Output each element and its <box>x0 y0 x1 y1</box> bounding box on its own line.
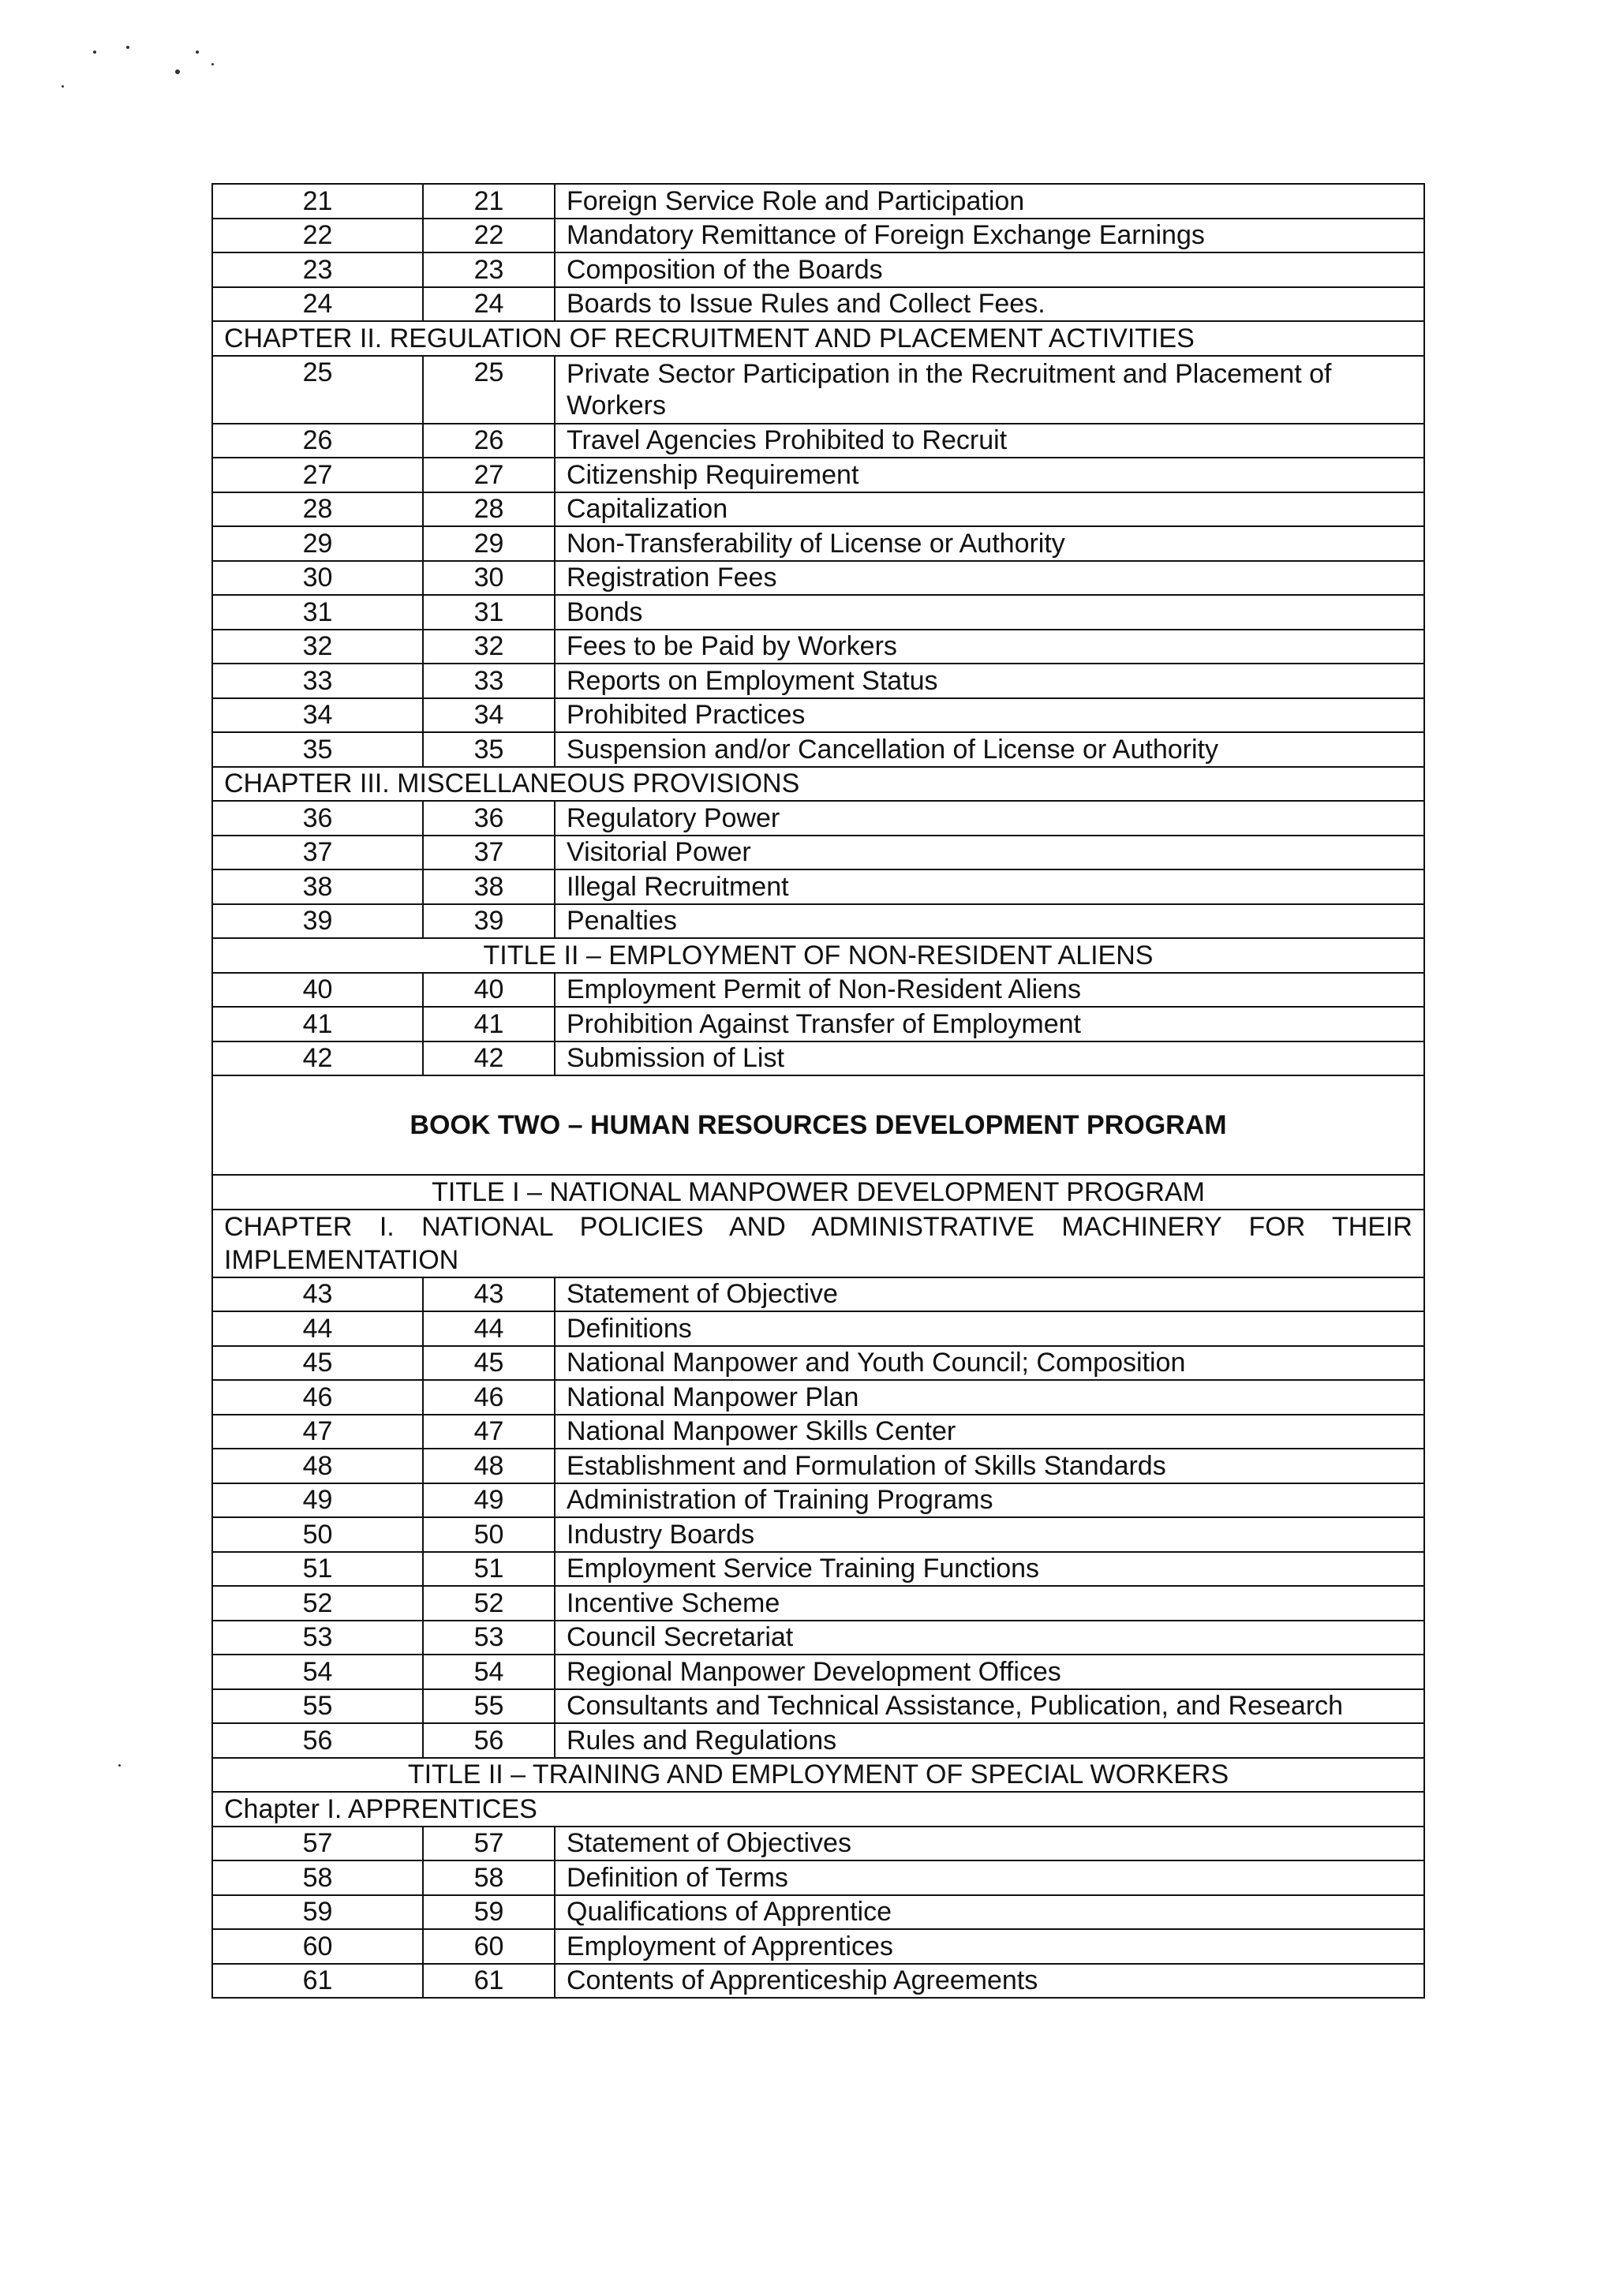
article-number-cell: 32 <box>212 630 423 664</box>
table-row <box>212 492 1424 527</box>
article-number-cell: 52 <box>423 1586 555 1621</box>
article-number-cell: 50 <box>423 1517 555 1552</box>
table-row <box>212 424 1424 458</box>
article-title-cell: Regulatory Power <box>555 801 1424 836</box>
article-number-cell: 23 <box>212 252 423 287</box>
title-heading-row <box>212 938 1424 973</box>
article-title-cell: Definitions <box>555 1311 1424 1346</box>
article-title-cell: Definition of Terms <box>555 1860 1424 1895</box>
article-number-cell: 48 <box>423 1449 555 1483</box>
article-number-cell: 55 <box>212 1689 423 1724</box>
article-number-cell: 49 <box>423 1483 555 1518</box>
table-row <box>212 1041 1424 1076</box>
table-row <box>212 219 1424 253</box>
article-number-cell: 46 <box>212 1380 423 1415</box>
article-number-cell: 35 <box>423 732 555 767</box>
title-heading-row <box>212 1758 1424 1793</box>
article-title-cell: Administration of Training Programs <box>555 1483 1424 1518</box>
table-row <box>212 664 1424 698</box>
article-number-cell: 54 <box>423 1655 555 1689</box>
article-number-cell: 39 <box>212 904 423 939</box>
table-row <box>212 732 1424 767</box>
article-title-cell: Employment Permit of Non-Resident Aliens <box>555 973 1424 1008</box>
article-number-cell: 59 <box>423 1895 555 1930</box>
article-number-cell: 25 <box>423 356 555 424</box>
article-number-cell: 36 <box>423 801 555 836</box>
table-row <box>212 356 1424 424</box>
article-title-cell: Foreign Service Role and Participation <box>555 184 1424 219</box>
article-title-cell: Private Sector Participation in the Recruitment and Placement of Workers <box>555 356 1424 424</box>
article-title-cell: Suspension and/or Cancellation of License or Authority <box>555 732 1424 767</box>
article-title-cell: Bonds <box>555 595 1424 630</box>
article-number-cell: 42 <box>212 1041 423 1076</box>
scan-speck <box>211 63 214 65</box>
table-row <box>212 1380 1424 1415</box>
article-title-cell: Penalties <box>555 904 1424 939</box>
table-row <box>212 869 1424 904</box>
article-number-cell: 56 <box>423 1723 555 1758</box>
article-title-cell: Visitorial Power <box>555 836 1424 870</box>
article-title-cell: Employment Service Training Functions <box>555 1552 1424 1587</box>
table-row <box>212 698 1424 733</box>
article-title-cell: Prohibited Practices <box>555 698 1424 733</box>
article-number-cell: 41 <box>423 1007 555 1041</box>
table-row <box>212 1277 1424 1312</box>
article-number-cell: 28 <box>423 492 555 527</box>
title-heading: TITLE I – NATIONAL MANPOWER DEVELOPMENT PROGRAM <box>212 1175 1424 1210</box>
table-row <box>212 184 1424 219</box>
article-number-cell: 56 <box>212 1723 423 1758</box>
article-title-cell: Fees to be Paid by Workers <box>555 630 1424 664</box>
table-row <box>212 630 1424 664</box>
article-number-cell: 39 <box>423 904 555 939</box>
table-row <box>212 1964 1424 1999</box>
article-number-cell: 29 <box>423 526 555 561</box>
table-row <box>212 1860 1424 1895</box>
article-number-cell: 33 <box>212 664 423 698</box>
article-title-cell: Contents of Apprenticeship Agreements <box>555 1964 1424 1999</box>
table-row <box>212 1517 1424 1552</box>
article-number-cell: 57 <box>423 1827 555 1861</box>
article-number-cell: 43 <box>423 1277 555 1312</box>
article-title-cell: Composition of the Boards <box>555 252 1424 287</box>
article-number-cell: 36 <box>212 801 423 836</box>
article-number-cell: 54 <box>212 1655 423 1689</box>
article-title-cell: Incentive Scheme <box>555 1586 1424 1621</box>
article-number-cell: 33 <box>423 664 555 698</box>
contents-table-body <box>212 184 1424 1998</box>
article-title-cell: National Manpower and Youth Council; Composition <box>555 1346 1424 1381</box>
chapter-heading: CHAPTER I. NATIONAL POLICIES AND ADMINISTRATIVE MACHINERY FOR THEIR IMPLEMENTATION <box>212 1210 1424 1277</box>
table-row <box>212 1723 1424 1758</box>
table-row <box>212 1655 1424 1689</box>
article-title-cell: Rules and Regulations <box>555 1723 1424 1758</box>
table-row <box>212 904 1424 939</box>
title-heading-row <box>212 1175 1424 1210</box>
table-row <box>212 836 1424 870</box>
article-number-cell: 52 <box>212 1586 423 1621</box>
article-number-cell: 38 <box>423 869 555 904</box>
article-number-cell: 53 <box>212 1621 423 1655</box>
article-title-cell: Travel Agencies Prohibited to Recruit <box>555 424 1424 458</box>
article-title-cell: Mandatory Remittance of Foreign Exchange Earnings <box>555 219 1424 253</box>
table-row <box>212 1311 1424 1346</box>
table-row <box>212 287 1424 322</box>
table-row <box>212 561 1424 596</box>
table-row <box>212 595 1424 630</box>
article-number-cell: 37 <box>212 836 423 870</box>
article-number-cell: 42 <box>423 1041 555 1076</box>
article-number-cell: 50 <box>212 1517 423 1552</box>
article-number-cell: 37 <box>423 836 555 870</box>
table-row <box>212 801 1424 836</box>
article-title-cell: Industry Boards <box>555 1517 1424 1552</box>
table-row <box>212 1586 1424 1621</box>
article-number-cell: 24 <box>423 287 555 322</box>
table-row <box>212 252 1424 287</box>
article-number-cell: 45 <box>423 1346 555 1381</box>
article-title-cell: Capitalization <box>555 492 1424 527</box>
article-number-cell: 51 <box>423 1552 555 1587</box>
article-number-cell: 47 <box>212 1415 423 1449</box>
article-number-cell: 26 <box>212 424 423 458</box>
table-row <box>212 1621 1424 1655</box>
article-title-cell: National Manpower Plan <box>555 1380 1424 1415</box>
article-number-cell: 26 <box>423 424 555 458</box>
article-number-cell: 22 <box>423 219 555 253</box>
table-row <box>212 1449 1424 1483</box>
article-number-cell: 31 <box>423 595 555 630</box>
article-number-cell: 24 <box>212 287 423 322</box>
table-row <box>212 1827 1424 1861</box>
article-title-cell: Prohibition Against Transfer of Employment <box>555 1007 1424 1041</box>
article-number-cell: 22 <box>212 219 423 253</box>
article-title-cell: Regional Manpower Development Offices <box>555 1655 1424 1689</box>
article-number-cell: 31 <box>212 595 423 630</box>
scan-speck <box>196 50 199 54</box>
scan-speck <box>118 1764 121 1767</box>
article-number-cell: 53 <box>423 1621 555 1655</box>
scan-speck <box>62 85 64 88</box>
article-number-cell: 32 <box>423 630 555 664</box>
chapter-heading-row <box>212 321 1424 356</box>
table-row <box>212 973 1424 1008</box>
article-number-cell: 38 <box>212 869 423 904</box>
title-heading: TITLE II – EMPLOYMENT OF NON-RESIDENT ALIENS <box>212 938 1424 973</box>
article-number-cell: 29 <box>212 526 423 561</box>
article-number-cell: 21 <box>212 184 423 219</box>
article-title-cell: Submission of List <box>555 1041 1424 1076</box>
article-number-cell: 41 <box>212 1007 423 1041</box>
article-title-cell: National Manpower Skills Center <box>555 1415 1424 1449</box>
scan-speck <box>93 50 96 54</box>
article-number-cell: 51 <box>212 1552 423 1587</box>
article-number-cell: 47 <box>423 1415 555 1449</box>
article-number-cell: 27 <box>423 458 555 492</box>
article-number-cell: 58 <box>423 1860 555 1895</box>
chapter-heading-row <box>212 767 1424 802</box>
article-number-cell: 49 <box>212 1483 423 1518</box>
article-number-cell: 21 <box>423 184 555 219</box>
article-title-cell: Consultants and Technical Assistance, Publication, and Research <box>555 1689 1424 1724</box>
article-title-cell: Statement of Objectives <box>555 1827 1424 1861</box>
article-number-cell: 44 <box>423 1311 555 1346</box>
article-number-cell: 40 <box>212 973 423 1008</box>
article-title-cell: Non-Transferability of License or Authority <box>555 526 1424 561</box>
article-number-cell: 45 <box>212 1346 423 1381</box>
table-row <box>212 1895 1424 1930</box>
chapter-heading: CHAPTER III. MISCELLANEOUS PROVISIONS <box>212 767 1424 802</box>
article-number-cell: 44 <box>212 1311 423 1346</box>
article-number-cell: 61 <box>423 1964 555 1999</box>
title-heading: TITLE II – TRAINING AND EMPLOYMENT OF SPECIAL WORKERS <box>212 1758 1424 1793</box>
article-number-cell: 55 <box>423 1689 555 1724</box>
article-number-cell: 48 <box>212 1449 423 1483</box>
article-number-cell: 43 <box>212 1277 423 1312</box>
scan-speck <box>126 46 129 49</box>
article-number-cell: 60 <box>423 1929 555 1964</box>
table-row <box>212 526 1424 561</box>
article-number-cell: 57 <box>212 1827 423 1861</box>
article-number-cell: 60 <box>212 1929 423 1964</box>
table-row <box>212 458 1424 492</box>
article-title-cell: Establishment and Formulation of Skills Standards <box>555 1449 1424 1483</box>
article-number-cell: 25 <box>212 356 423 424</box>
book-heading: BOOK TWO – HUMAN RESOURCES DEVELOPMENT PROGRAM <box>212 1075 1424 1175</box>
chapter-heading-row <box>212 1792 1424 1827</box>
article-number-cell: 58 <box>212 1860 423 1895</box>
article-number-cell: 34 <box>423 698 555 733</box>
article-number-cell: 30 <box>212 561 423 596</box>
table-row <box>212 1346 1424 1381</box>
article-number-cell: 34 <box>212 698 423 733</box>
book-heading-row <box>212 1075 1424 1175</box>
article-number-cell: 27 <box>212 458 423 492</box>
article-title-cell: Illegal Recruitment <box>555 869 1424 904</box>
chapter-heading-row <box>212 1210 1424 1277</box>
article-title-cell: Citizenship Requirement <box>555 458 1424 492</box>
table-row <box>212 1929 1424 1964</box>
article-number-cell: 46 <box>423 1380 555 1415</box>
article-title-cell: Employment of Apprentices <box>555 1929 1424 1964</box>
article-number-cell: 61 <box>212 1964 423 1999</box>
article-title-cell: Statement of Objective <box>555 1277 1424 1312</box>
article-title-cell: Council Secretariat <box>555 1621 1424 1655</box>
table-row <box>212 1552 1424 1587</box>
article-number-cell: 23 <box>423 252 555 287</box>
chapter-heading: CHAPTER II. REGULATION OF RECRUITMENT AND PLACEMENT ACTIVITIES <box>212 321 1424 356</box>
article-title-cell: Reports on Employment Status <box>555 664 1424 698</box>
article-number-cell: 59 <box>212 1895 423 1930</box>
table-row <box>212 1689 1424 1724</box>
article-number-cell: 30 <box>423 561 555 596</box>
article-title-cell: Boards to Issue Rules and Collect Fees. <box>555 287 1424 322</box>
article-number-cell: 35 <box>212 732 423 767</box>
scan-speck <box>175 69 180 74</box>
table-row <box>212 1483 1424 1518</box>
article-number-cell: 28 <box>212 492 423 527</box>
contents-table <box>211 183 1425 1999</box>
table-row <box>212 1415 1424 1449</box>
chapter-heading: Chapter I. APPRENTICES <box>212 1792 1424 1827</box>
article-number-cell: 40 <box>423 973 555 1008</box>
article-title-cell: Registration Fees <box>555 561 1424 596</box>
article-title-cell: Qualifications of Apprentice <box>555 1895 1424 1930</box>
table-row <box>212 1007 1424 1041</box>
